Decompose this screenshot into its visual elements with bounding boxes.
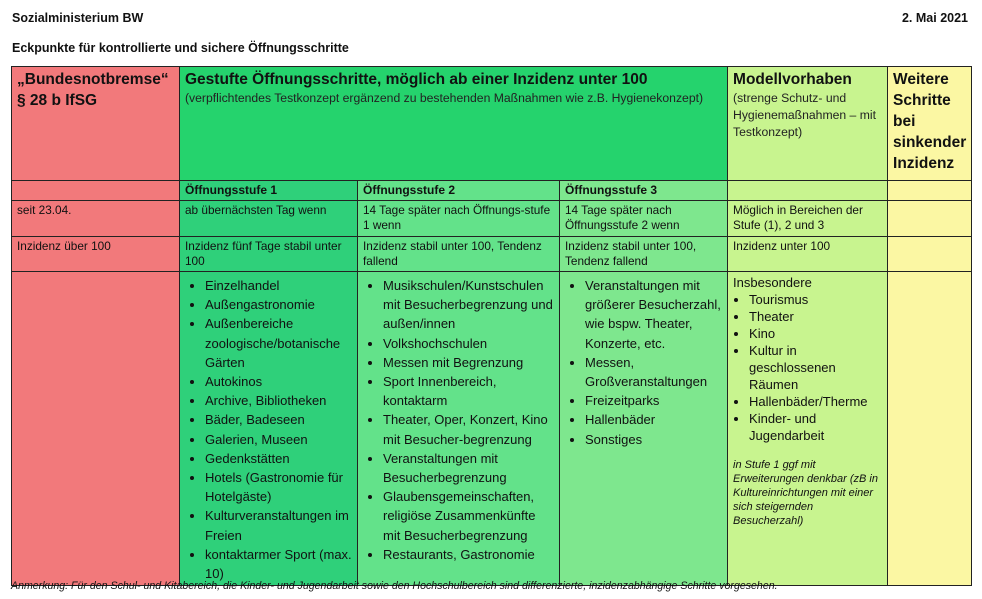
stage-1-header: Öffnungsstufe 1 [180,181,358,201]
list-item: • Freizeitparks [585,391,722,410]
stage-row-empty-yellow [888,181,972,201]
incidence-row-empty-yellow [888,237,972,272]
list-item: • Archive, Bibliotheken [205,391,352,410]
stage-3-list-cell [560,272,728,586]
incidence-over-100: Inzidenz über 100 [12,237,180,272]
since-row-empty-yellow [888,201,972,237]
list-item: • Bäder, Badeseen [205,410,352,429]
list-item: • Restaurants, Gastronomie [383,545,554,564]
list-item: • Veranstaltungen mit größerer Besucherzahl, wie bspw. Theater, Konzerte, etc. [585,276,722,353]
list-item: • Volkshochschulen [383,334,554,353]
stage-row-empty-red [12,181,180,201]
ifsg-paragraph: § 28 b IfSG [17,92,98,109]
opening-steps-table [11,66,972,586]
list-item: • Veranstaltungen mit Besucherbegrenzung [383,449,554,487]
list-item: • Hotels (Gastronomie für Hotelgäste) [205,468,352,506]
list-item: • Galerien, Museen [205,430,352,449]
stage-2-header: Öffnungsstufe 2 [358,181,560,201]
list-item: • Kino [749,325,882,342]
modellvorhaben-title: Modellvorhaben [733,71,852,88]
header-gestufte-oeffnung [180,67,728,181]
list-item: • Hallenbäder/Therme [749,393,882,410]
model-timing: Möglich in Bereichen der Stufe (1), 2 und 3 [728,201,888,237]
list-item: • Kinder- und Jugendarbeit [749,410,882,444]
list-item: • Außenbereiche zoologische/botanische Gärten [205,314,352,372]
document-date: 2. Mai 2021 [901,11,968,25]
list-item: • Theater [749,308,882,325]
modellvorhaben-subtitle: (strenge Schutz- und Hygienemaßnahmen – mit Testkonzept) [733,91,876,139]
stage-3-incidence: Inzidenz stabil unter 100, Tendenz fallend [560,237,728,272]
model-list-cell [728,272,888,586]
model-list-intro: Insbesondere [733,275,812,290]
list-item: • Sonstiges [585,430,722,449]
list-item: • kontaktarmer Sport (max. 10) [205,545,352,583]
stage-2-incidence: Inzidenz stabil unter 100, Tendenz fallend [358,237,560,272]
lists-row-empty-red [12,272,180,586]
organization-label: Sozialministerium BW [12,11,144,25]
model-note: in Stufe 1 ggf mit Erweiterungen denkbar (zB in Kultureinrichtungen mit einer sich steigernden Besucherzahl) [733,459,878,527]
gestufte-title: Gestufte Öffnungsschritte, möglich ab einer Inzidenz unter 100 [185,71,648,88]
stage-2-list-cell [358,272,560,586]
since-date-cell: seit 23.04. [12,201,180,237]
list-item: • Theater, Oper, Konzert, Kino mit Besucher-begrenzung [383,410,554,448]
header-modellvorhaben [728,67,888,181]
list-item: • Hallenbäder [585,410,722,429]
header-bundesnotbremse [12,67,180,181]
stage-3-timing: 14 Tage später nach Öffnungsstufe 2 wenn [560,201,728,237]
stage-1-timing: ab übernächsten Tag wenn [180,201,358,237]
model-incidence: Inzidenz unter 100 [728,237,888,272]
list-item: • Tourismus [749,291,882,308]
list-item: • Kultur in geschlossenen Räumen [749,342,882,393]
document-subtitle: Eckpunkte für kontrollierte und sichere Öffnungsschritte [12,41,349,55]
stage-2-list [363,276,554,564]
weitere-schritte-title: Weitere Schritte bei sinkender Inzidenz [893,71,967,172]
list-item: • Kulturveranstaltungen im Freien [205,506,352,544]
list-item: • Sport Innenbereich, kontaktarm [383,372,554,410]
stage-1-incidence: Inzidenz fünf Tage stabil unter 100 [180,237,358,272]
stage-1-list-cell [180,272,358,586]
list-item: • Gedenkstätten [205,449,352,468]
gestufte-subtitle: (verpflichtendes Testkonzept ergänzend zu bestehenden Maßnahmen wie z.B. Hygienekonzept) [185,91,704,105]
footnote: Anmerkung: Für den Schul- und Kitabereich, die Kinder- und Jugendarbeit sowie den Hochschulbereich sind differenzierte, inzidenzabhängige Schritte vorgesehen. [11,580,778,592]
stage-row-empty-model [728,181,888,201]
list-item: • Messen, Großveranstaltungen [585,353,722,391]
list-item: • Autokinos [205,372,352,391]
model-list [733,291,882,444]
stage-3-list [565,276,722,449]
stage-1-list [185,276,352,583]
list-item: • Musikschulen/Kunstschulen mit Besucherbegrenzung und außen/innen [383,276,554,334]
bundesnotbremse-title: „Bundesnotbremse“ [17,71,169,88]
list-item: • Einzelhandel [205,276,352,295]
list-item: • Glaubensgemeinschaften, religiöse Zusammenkünfte mit Besucherbegrenzung [383,487,554,545]
header-weitere-schritte [888,67,972,181]
list-item: • Außengastronomie [205,295,352,314]
stage-2-timing: 14 Tage später nach Öffnungs-stufe 1 wenn [358,201,560,237]
lists-row-empty-yellow [888,272,972,586]
stage-3-header: Öffnungsstufe 3 [560,181,728,201]
list-item: • Messen mit Begrenzung [383,353,554,372]
